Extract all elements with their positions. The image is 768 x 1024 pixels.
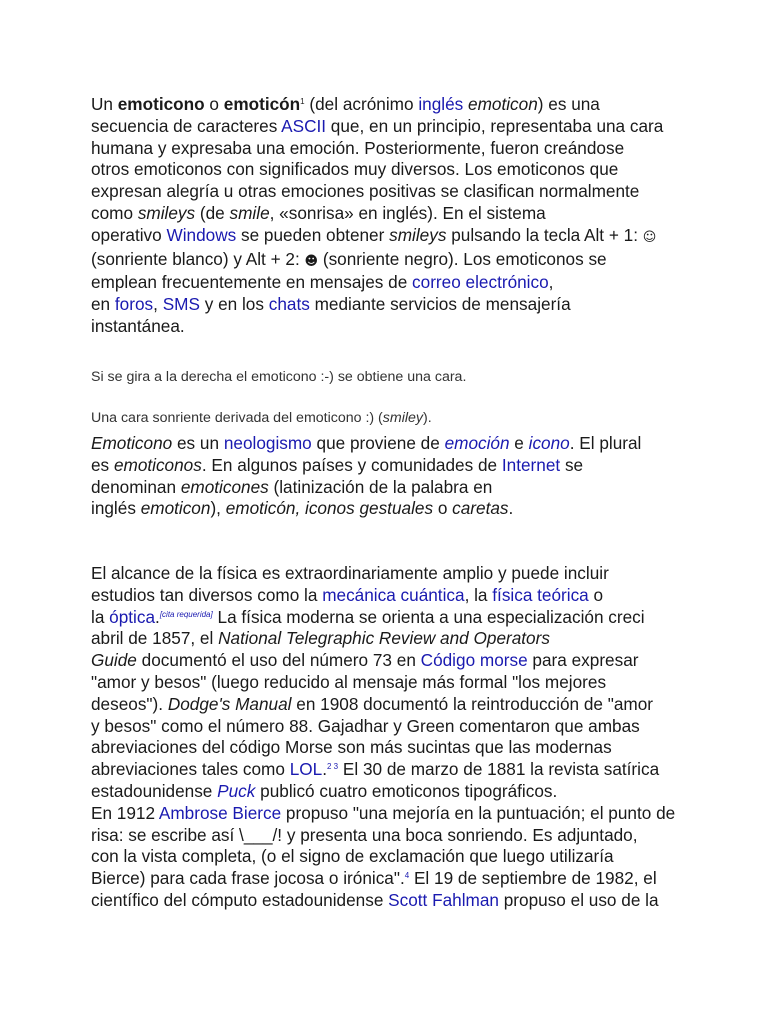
text: es — [91, 454, 114, 475]
text-line — [91, 781, 691, 803]
text: (sonriente blanco) y Alt + 2: — [91, 248, 305, 269]
text-line — [91, 225, 691, 249]
white-smiley-icon: ☺ — [642, 229, 657, 245]
text-line — [91, 759, 691, 781]
text: en — [91, 294, 115, 315]
text-line — [91, 585, 691, 607]
text-line: otros emoticonos con significados muy diversos. Los emoticonos que — [91, 159, 619, 180]
text: (sonriente negro). Los emoticonos se — [318, 248, 607, 269]
text: mediante servicios de mensajería — [309, 294, 571, 315]
text: la — [91, 606, 110, 627]
text: . El plural — [569, 433, 642, 453]
text: . — [322, 759, 327, 780]
link-internet[interactable]: Internet — [501, 454, 561, 475]
text: propuso "una mejoría en la puntuación; el punto de — [281, 802, 676, 823]
text: ) es una — [537, 94, 600, 114]
text: abreviaciones tales como — [91, 759, 290, 780]
link-icono[interactable]: icono — [528, 433, 570, 453]
citation-needed-link[interactable]: [cita requerida] — [159, 609, 213, 619]
text: se — [560, 454, 584, 475]
text-italic: smileys — [389, 224, 447, 245]
image-caption — [91, 410, 432, 426]
link-ingles[interactable]: inglés — [418, 94, 464, 114]
text: en 1908 documentó la reintroducción de "amor — [291, 693, 654, 714]
text: es un — [172, 433, 224, 453]
link-codigo-morse[interactable]: Código morse — [420, 650, 528, 671]
text-line — [91, 94, 691, 116]
text-italic: smile — [229, 202, 270, 223]
reference-sup[interactable]: 4 — [404, 871, 410, 881]
link-scott-fahlman[interactable]: Scott Fahlman — [388, 889, 499, 910]
text: se pueden obtener — [236, 224, 390, 245]
link-lol[interactable]: LOL — [289, 759, 323, 780]
link-sms[interactable]: SMS — [162, 294, 200, 315]
text-line — [91, 607, 691, 629]
text-line — [91, 650, 691, 672]
text: operativo — [91, 224, 167, 245]
link-ascii[interactable]: ASCII — [281, 115, 327, 136]
text: , la — [464, 584, 493, 605]
text: o — [433, 498, 453, 519]
text: Un — [91, 94, 118, 114]
text-line — [91, 249, 691, 273]
text-italic: emoticonos — [113, 454, 202, 475]
text-line — [91, 203, 691, 225]
text: como — [91, 202, 138, 223]
text: , — [548, 272, 554, 293]
text: científico del cómputo estadounidense — [91, 889, 389, 910]
text: y en los — [199, 294, 269, 315]
text-italic: emoticon — [468, 94, 538, 114]
image-caption: Si se gira a la derecha el emoticono :-) se obtiene una cara. — [91, 369, 467, 385]
black-smiley-icon: ☻ — [304, 253, 319, 269]
text-line — [91, 455, 691, 477]
text: emplean frecuentemente en mensajes de — [91, 272, 413, 293]
text: Una cara sonriente derivada del emoticono :) ( — [91, 410, 383, 426]
text: para expresar — [527, 650, 639, 671]
text-line — [91, 433, 691, 455]
link-fisica-teorica[interactable]: física teórica — [492, 584, 589, 605]
text: ). — [423, 410, 432, 426]
text: (latinización de la palabra en — [268, 476, 493, 497]
text-line — [91, 890, 691, 912]
text-line — [91, 868, 691, 890]
text-line — [91, 628, 691, 650]
text: . — [155, 606, 160, 627]
text-line: expresan alegría u otras emociones positivas se clasifican normalmente — [91, 181, 640, 202]
text: o — [204, 94, 224, 114]
text-line: instantánea. — [91, 315, 185, 336]
text: Bierce) para cada frase jocosa o irónica". — [91, 868, 405, 889]
text: La física moderna se orienta a una especialización creci — [212, 606, 645, 627]
text: documentó el uso del número 73 en — [136, 650, 421, 671]
text: e — [509, 433, 529, 453]
link-puck[interactable]: Puck — [217, 780, 256, 801]
text-line — [91, 294, 691, 316]
text-italic: emoticón, iconos gestuales — [225, 498, 434, 519]
text: que proviene de — [311, 433, 445, 453]
text-line — [91, 694, 691, 716]
text-italic: Dodge's Manual — [167, 693, 292, 714]
paragraph-history — [91, 563, 691, 912]
text-line: risa: se escribe así \___/! y presenta una boca sonriendo. Es adjuntado, — [91, 824, 638, 845]
text: , — [153, 294, 163, 315]
text: o — [588, 584, 604, 605]
text-line — [91, 116, 691, 138]
text: abril de 1857, el — [91, 628, 219, 649]
text-italic: National Telegraphic Review and Operators — [218, 628, 550, 649]
text-line: abreviaciones del código Morse son más sucintas que las modernas — [91, 737, 612, 758]
text-line — [91, 498, 691, 520]
link-ambrose-bierce[interactable]: Ambrose Bierce — [158, 802, 282, 823]
link-windows[interactable]: Windows — [166, 224, 237, 245]
text-italic: emoticones — [180, 476, 269, 497]
text: (de — [195, 202, 230, 223]
link-mecanica-cuantica[interactable]: mecánica cuántica — [322, 584, 465, 605]
text-italic: smiley — [382, 410, 423, 426]
text-italic: Guide — [91, 650, 137, 671]
text: , «sonrisa» en inglés). En el sistema — [269, 202, 546, 223]
paragraph-etymology — [91, 433, 691, 520]
text: El 19 de septiembre de 1982, el — [409, 868, 657, 889]
text: En 1912 — [91, 802, 159, 823]
text: que, en un principio, representaba una cara — [326, 115, 664, 136]
text: . En algunos países y comunidades de — [201, 454, 502, 475]
text-line — [91, 272, 691, 294]
text: inglés — [91, 498, 141, 519]
text: . — [508, 498, 514, 519]
text-italic: caretas — [452, 498, 509, 519]
text: deseos"). — [91, 693, 168, 714]
text: denominan — [91, 476, 181, 497]
text-line: humana y expresaba una emoción. Posteriormente, fueron creándose — [91, 137, 625, 158]
text-italic: emoticon — [140, 498, 211, 519]
text: estadounidense — [91, 780, 218, 801]
text: (del acrónimo — [304, 94, 419, 114]
text: pulsando la tecla Alt + 1: — [446, 224, 643, 245]
text-italic: Emoticono — [91, 433, 173, 453]
text-line — [91, 803, 691, 825]
paragraph-emoticono-definition — [91, 94, 691, 338]
reference-sup[interactable]: 2 3 — [327, 762, 339, 772]
text: El 30 de marzo de 1881 la revista satírica — [338, 759, 660, 780]
text-line — [91, 477, 691, 499]
link-emocion[interactable]: emoción — [444, 433, 510, 453]
text: propuso el uso de la — [498, 889, 659, 910]
text-italic: smileys — [137, 202, 196, 223]
term-emoticon: emoticón — [223, 94, 301, 114]
link-neologismo[interactable]: neologismo — [223, 433, 312, 453]
link-correo-electronico[interactable]: correo electrónico — [412, 272, 549, 293]
text: ), — [210, 498, 226, 519]
text-line: y besos" como el número 88. Gajadhar y Green comentaron que ambas — [91, 715, 640, 736]
text: publicó cuatro emoticonos tipográficos. — [255, 780, 558, 801]
link-foros[interactable]: foros — [114, 294, 154, 315]
text-line: El alcance de la física es extraordinariamente amplio y puede incluir — [91, 563, 609, 583]
term-emoticono: emoticono — [117, 94, 205, 114]
link-optica[interactable]: óptica — [109, 606, 156, 627]
link-chats[interactable]: chats — [268, 294, 310, 315]
text: estudios tan diversos como la — [91, 584, 323, 605]
text: secuencia de caracteres — [91, 115, 282, 136]
text-line: "amor y besos" (luego reducido al mensaje más formal "los mejores — [91, 671, 607, 692]
text-line: con la vista completa, (o el signo de exclamación que luego utilizaría — [91, 846, 614, 867]
reference-sup[interactable]: 1 — [300, 97, 305, 106]
